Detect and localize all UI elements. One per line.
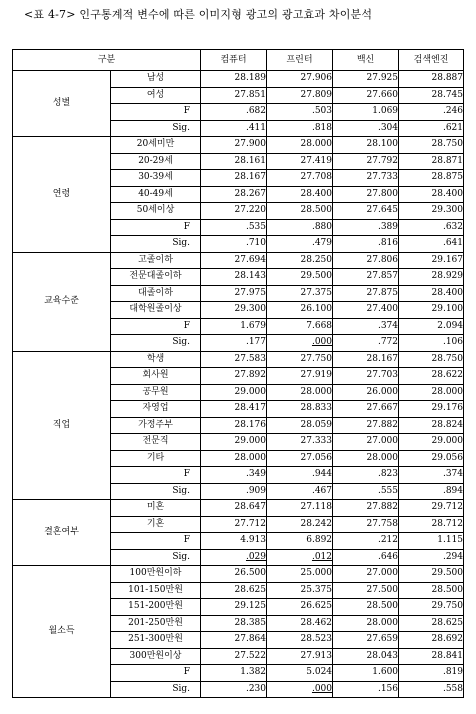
value-cell: 27.792 (333, 153, 399, 170)
row-label: F (111, 665, 201, 682)
value-cell: 29.500 (399, 566, 464, 583)
value-cell: 27.925 (333, 71, 399, 88)
value-cell: 27.882 (333, 417, 399, 434)
value-cell: 28.000 (333, 450, 399, 467)
value-cell: 27.708 (267, 170, 333, 187)
value-cell: .816 (333, 236, 399, 253)
value-cell: 27.000 (333, 566, 399, 583)
value-cell: 28.176 (201, 417, 267, 434)
table-row (13, 71, 464, 88)
statistics-table (12, 49, 464, 698)
table-caption: <표 4-7> 인구통계적 변수에 따른 이미지형 광고의 광고효과 차이분석 (24, 8, 373, 21)
row-label: F (111, 467, 201, 484)
value-cell: .411 (201, 120, 267, 137)
value-cell: 29.750 (399, 599, 464, 616)
value-cell: 28.500 (333, 599, 399, 616)
value-cell: 27.419 (267, 153, 333, 170)
row-label: 20세미만 (111, 137, 201, 154)
header-row (13, 50, 464, 71)
value-cell: 27.900 (201, 137, 267, 154)
value-cell: .772 (333, 335, 399, 352)
row-label: 여성 (111, 87, 201, 104)
value-cell: 1.115 (399, 533, 464, 550)
table-row (13, 566, 464, 583)
value-cell: 27.000 (333, 434, 399, 451)
value-cell: 28.750 (399, 137, 464, 154)
value-cell: .944 (267, 467, 333, 484)
value-cell: .909 (201, 483, 267, 500)
value-cell: 28.250 (267, 252, 333, 269)
value-cell: 28.043 (333, 648, 399, 665)
value-cell: 28.000 (333, 615, 399, 632)
value-cell: 29.000 (201, 434, 267, 451)
value-cell: 7.668 (267, 318, 333, 335)
header-col-printer: 프린터 (267, 50, 333, 71)
value-cell: .503 (267, 104, 333, 121)
value-cell: 28.100 (333, 137, 399, 154)
value-cell: 26.500 (201, 566, 267, 583)
value-cell: .894 (399, 483, 464, 500)
value-cell: 27.703 (333, 368, 399, 385)
value-cell: .029 (201, 549, 267, 566)
value-cell: .374 (399, 467, 464, 484)
value-cell: 28.000 (267, 137, 333, 154)
value-cell: 26.100 (267, 302, 333, 319)
group-label: 월소득 (13, 566, 111, 698)
row-label: 대학원졸이상 (111, 302, 201, 319)
value-cell: 28.745 (399, 87, 464, 104)
value-cell: 27.875 (333, 285, 399, 302)
header-col-vaccine: 백신 (333, 50, 399, 71)
value-cell: 27.750 (267, 351, 333, 368)
value-cell: 28.462 (267, 615, 333, 632)
value-cell: .106 (399, 335, 464, 352)
value-cell: 28.871 (399, 153, 464, 170)
value-cell: 28.824 (399, 417, 464, 434)
value-cell: 27.333 (267, 434, 333, 451)
value-cell: 5.024 (267, 665, 333, 682)
row-label: Sig. (111, 483, 201, 500)
row-label: 40-49세 (111, 186, 201, 203)
row-label: F (111, 533, 201, 550)
value-cell: 29.500 (267, 269, 333, 286)
value-cell: 27.758 (333, 516, 399, 533)
value-cell: 28.242 (267, 516, 333, 533)
row-label: Sig. (111, 120, 201, 137)
row-label: 101-150만원 (111, 582, 201, 599)
row-label: 전문직 (111, 434, 201, 451)
value-cell: 28.167 (333, 351, 399, 368)
value-cell: 28.887 (399, 71, 464, 88)
value-cell: 29.167 (399, 252, 464, 269)
value-cell: 6.892 (267, 533, 333, 550)
row-label: 남성 (111, 71, 201, 88)
value-cell: 28.267 (201, 186, 267, 203)
row-label: 201-250만원 (111, 615, 201, 632)
value-cell: 27.913 (267, 648, 333, 665)
row-label: 공무원 (111, 384, 201, 401)
row-label: F (111, 318, 201, 335)
row-label: F (111, 104, 201, 121)
value-cell: 27.733 (333, 170, 399, 187)
value-cell: 27.906 (267, 71, 333, 88)
table-row (13, 252, 464, 269)
value-cell: 28.167 (201, 170, 267, 187)
value-cell: 28.750 (399, 351, 464, 368)
row-label: 가정주부 (111, 417, 201, 434)
value-cell: 27.857 (333, 269, 399, 286)
value-cell: .156 (333, 681, 399, 698)
value-cell: 28.400 (399, 285, 464, 302)
value-cell: .819 (399, 665, 464, 682)
value-cell: 28.841 (399, 648, 464, 665)
value-cell: .374 (333, 318, 399, 335)
value-cell: 1.069 (333, 104, 399, 121)
value-cell: .304 (333, 120, 399, 137)
value-cell: 27.375 (267, 285, 333, 302)
row-label: Sig. (111, 335, 201, 352)
header-col-search-engine: 검색엔진 (399, 50, 464, 71)
value-cell: 29.000 (201, 384, 267, 401)
group-label: 성별 (13, 71, 111, 137)
row-label: 251-300만원 (111, 632, 201, 649)
value-cell: 27.864 (201, 632, 267, 649)
value-cell: 28.622 (399, 368, 464, 385)
value-cell: .230 (201, 681, 267, 698)
value-cell: 27.851 (201, 87, 267, 104)
row-label: 회사원 (111, 368, 201, 385)
value-cell: .012 (267, 549, 333, 566)
row-label: 20-29세 (111, 153, 201, 170)
value-cell: 28.385 (201, 615, 267, 632)
value-cell: 1.600 (333, 665, 399, 682)
row-label: 전문대졸이하 (111, 269, 201, 286)
value-cell: 29.056 (399, 450, 464, 467)
row-label: 30-39세 (111, 170, 201, 187)
value-cell: 27.919 (267, 368, 333, 385)
value-cell: 27.667 (333, 401, 399, 418)
value-cell: .646 (333, 549, 399, 566)
value-cell: .389 (333, 219, 399, 236)
value-cell: .177 (201, 335, 267, 352)
table-row (13, 500, 464, 517)
value-cell: 27.660 (333, 87, 399, 104)
value-cell: 28.000 (201, 450, 267, 467)
group-label: 연령 (13, 137, 111, 253)
row-label: 151-200만원 (111, 599, 201, 616)
value-cell: 1.679 (201, 318, 267, 335)
row-label: 고졸이하 (111, 252, 201, 269)
row-label: 미혼 (111, 500, 201, 517)
value-cell: 29.176 (399, 401, 464, 418)
value-cell: 28.929 (399, 269, 464, 286)
value-cell: 27.500 (333, 582, 399, 599)
row-label: 50세이상 (111, 203, 201, 220)
value-cell: .535 (201, 219, 267, 236)
row-label: 대졸이하 (111, 285, 201, 302)
row-label: 100만원이하 (111, 566, 201, 583)
value-cell: 28.059 (267, 417, 333, 434)
value-cell: 28.500 (399, 582, 464, 599)
value-cell: .710 (201, 236, 267, 253)
value-cell: 28.647 (201, 500, 267, 517)
value-cell: 29.100 (399, 302, 464, 319)
table-row (13, 137, 464, 154)
value-cell: 28.161 (201, 153, 267, 170)
value-cell: 28.523 (267, 632, 333, 649)
value-cell: .558 (399, 681, 464, 698)
value-cell: 27.522 (201, 648, 267, 665)
value-cell: 27.800 (333, 186, 399, 203)
header-group: 구분 (13, 50, 201, 71)
value-cell: 27.220 (201, 203, 267, 220)
value-cell: 27.975 (201, 285, 267, 302)
value-cell: 28.625 (201, 582, 267, 599)
row-label: Sig. (111, 681, 201, 698)
value-cell: 28.000 (399, 384, 464, 401)
row-label: Sig. (111, 236, 201, 253)
row-label: F (111, 219, 201, 236)
value-cell: .632 (399, 219, 464, 236)
value-cell: .880 (267, 219, 333, 236)
row-label: Sig. (111, 549, 201, 566)
value-cell: 27.806 (333, 252, 399, 269)
table-row (13, 351, 464, 368)
value-cell: .479 (267, 236, 333, 253)
value-cell: .682 (201, 104, 267, 121)
row-label: 자영업 (111, 401, 201, 418)
value-cell: .212 (333, 533, 399, 550)
value-cell: .246 (399, 104, 464, 121)
row-label: 기혼 (111, 516, 201, 533)
value-cell: .467 (267, 483, 333, 500)
value-cell: 26.000 (333, 384, 399, 401)
value-cell: .823 (333, 467, 399, 484)
value-cell: 28.400 (399, 186, 464, 203)
value-cell: 27.645 (333, 203, 399, 220)
value-cell: 27.892 (201, 368, 267, 385)
value-cell: 28.500 (267, 203, 333, 220)
value-cell: 26.625 (267, 599, 333, 616)
value-cell: 28.189 (201, 71, 267, 88)
value-cell: .641 (399, 236, 464, 253)
value-cell: 27.809 (267, 87, 333, 104)
value-cell: 29.300 (201, 302, 267, 319)
value-cell: 27.400 (333, 302, 399, 319)
value-cell: 27.712 (201, 516, 267, 533)
value-cell: .555 (333, 483, 399, 500)
value-cell: 25.000 (267, 566, 333, 583)
value-cell: 28.143 (201, 269, 267, 286)
value-cell: .349 (201, 467, 267, 484)
row-label: 학생 (111, 351, 201, 368)
header-col-computer: 컴퓨터 (201, 50, 267, 71)
value-cell: 27.882 (333, 500, 399, 517)
value-cell: 2.094 (399, 318, 464, 335)
value-cell: 28.417 (201, 401, 267, 418)
value-cell: 28.712 (399, 516, 464, 533)
group-label: 직업 (13, 351, 111, 500)
value-cell: 27.583 (201, 351, 267, 368)
value-cell: 28.875 (399, 170, 464, 187)
value-cell: 27.118 (267, 500, 333, 517)
value-cell: 4.913 (201, 533, 267, 550)
value-cell: 28.400 (267, 186, 333, 203)
value-cell: 1.382 (201, 665, 267, 682)
value-cell: 29.000 (399, 434, 464, 451)
group-label: 교육수준 (13, 252, 111, 351)
group-label: 결혼여부 (13, 500, 111, 566)
row-label: 300만원이상 (111, 648, 201, 665)
value-cell: .000 (267, 681, 333, 698)
value-cell: 29.712 (399, 500, 464, 517)
value-cell: 27.056 (267, 450, 333, 467)
value-cell: .294 (399, 549, 464, 566)
value-cell: 28.000 (267, 384, 333, 401)
value-cell: .000 (267, 335, 333, 352)
value-cell: 27.694 (201, 252, 267, 269)
value-cell: 28.625 (399, 615, 464, 632)
value-cell: 25.375 (267, 582, 333, 599)
row-label: 기타 (111, 450, 201, 467)
value-cell: 29.125 (201, 599, 267, 616)
value-cell: 28.833 (267, 401, 333, 418)
value-cell: 29.300 (399, 203, 464, 220)
value-cell: 28.692 (399, 632, 464, 649)
value-cell: .818 (267, 120, 333, 137)
value-cell: .621 (399, 120, 464, 137)
value-cell: 27.659 (333, 632, 399, 649)
